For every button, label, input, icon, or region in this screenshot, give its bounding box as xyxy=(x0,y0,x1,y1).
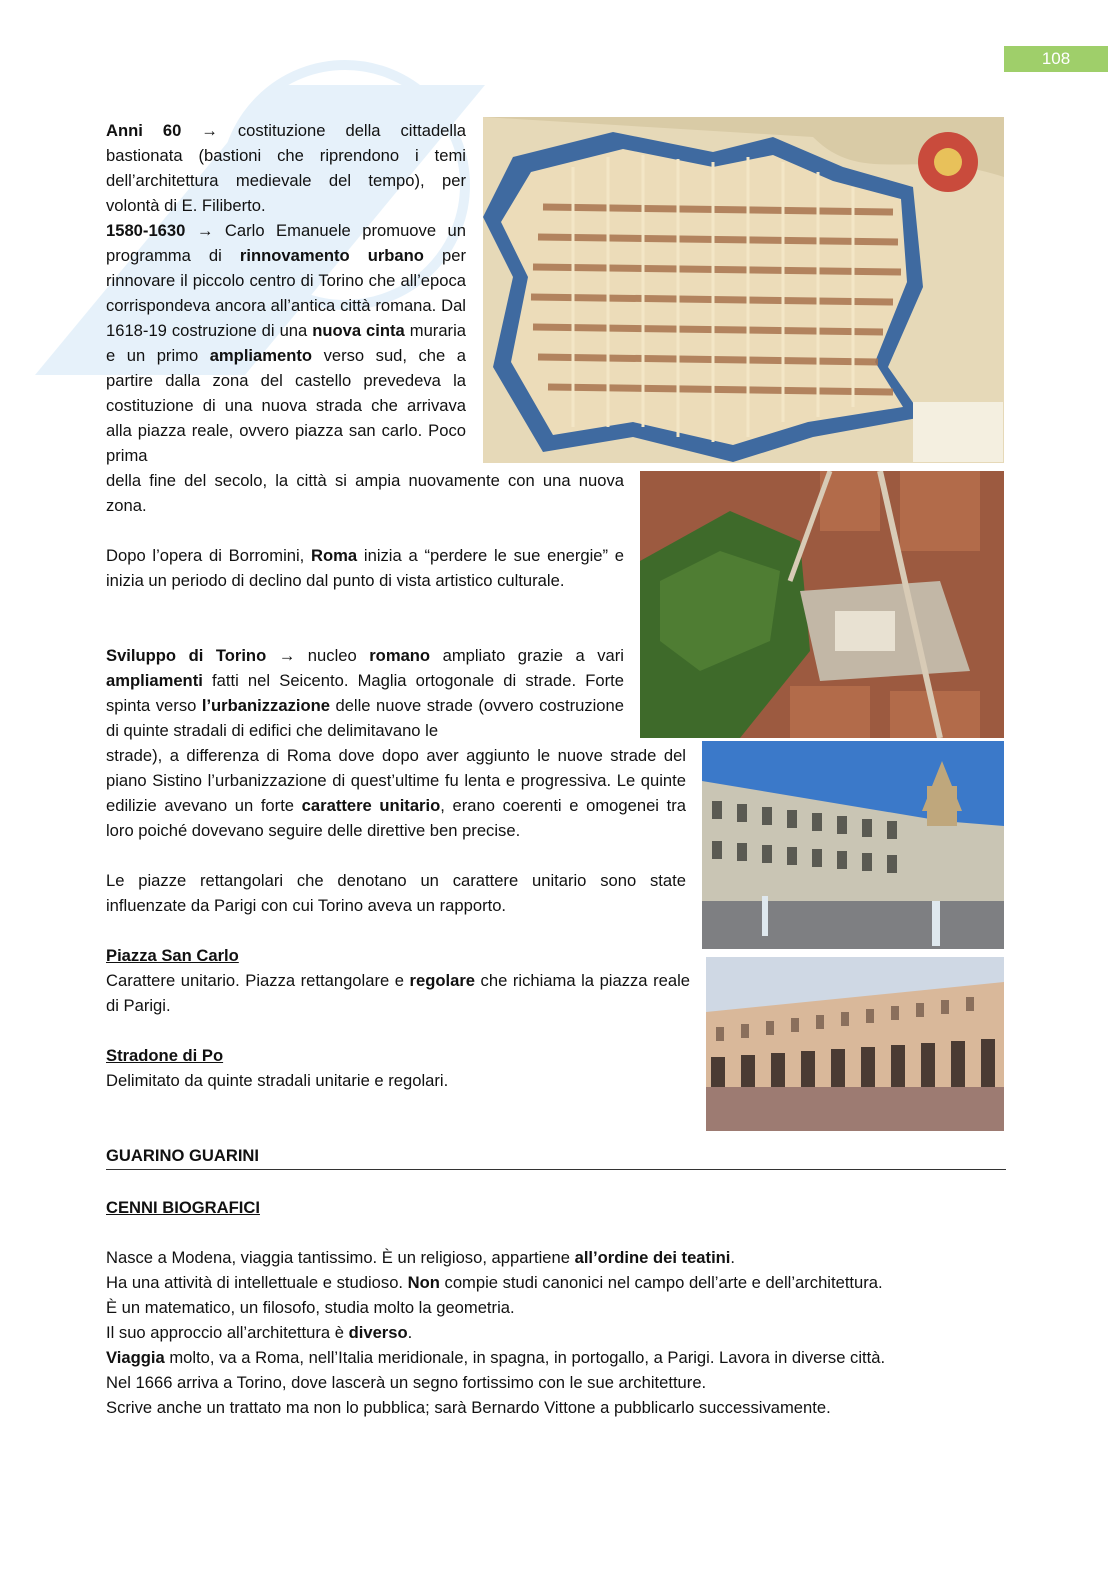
subtitle-cenni-biografici xyxy=(106,1195,260,1220)
paragraph-1580-1630-continued xyxy=(106,468,624,518)
bold-text: ampliamento xyxy=(209,346,313,365)
paragraph-piazze-rettangolari xyxy=(106,868,686,918)
text-span: inizia a “perdere le sue energie” e inizia un periodo di declino dal punto di vista artistico culturale. xyxy=(106,546,624,590)
text-span: → costituzione della cittadella bastionata (bastioni che riprendono i temi dell’architettura medievale del tempo), per volontà di E. Filiberto. xyxy=(106,121,467,215)
bold-text: all’ordine dei teatini xyxy=(574,1248,731,1267)
text-span: della fine del secolo, la città si ampia nuovamente con una nuova zona. xyxy=(106,471,624,515)
heading-text: CENNI BIOGRAFICI xyxy=(106,1198,260,1217)
paragraph-1580-1630 xyxy=(106,218,466,468)
bold-text: l’urbanizzazione xyxy=(201,696,330,715)
heading-piazza-san-carlo xyxy=(106,943,239,968)
section-title-guarino-guarini xyxy=(106,1143,259,1168)
bold-text: Anni 60 xyxy=(106,121,182,140)
text-span: Nasce a Modena, viaggia tantissimo. È un religioso, appartiene xyxy=(106,1248,575,1267)
bold-text: Viaggia xyxy=(106,1348,165,1367)
text-span: fatti nel Seicento. Maglia ortogonale di strade. Forte spinta verso xyxy=(106,671,624,715)
bold-text: diverso xyxy=(348,1323,408,1342)
heading-text: Stradone di Po xyxy=(106,1046,224,1065)
bold-text: Roma xyxy=(311,546,358,565)
text-span: molto, va a Roma, nell’Italia meridionale, in spagna, in portogallo, a Parigi. Lavora in diverse città. xyxy=(164,1348,886,1367)
bold-text: nuova cinta xyxy=(312,321,405,340)
bio-line xyxy=(106,1370,1016,1395)
text-span: Scrive anche un trattato ma non lo pubblica; sarà Bernardo Vittone a pubblicarlo successivamente. xyxy=(106,1398,831,1417)
heading-stradone-di-po xyxy=(106,1043,223,1068)
bold-text: romano xyxy=(369,646,431,665)
piazza-san-carlo-image xyxy=(706,957,1004,1131)
text-span: delle nuove strade (ovvero costruzione di quinte stradali di edifici che delimitavano le xyxy=(106,696,624,740)
text-span: . xyxy=(407,1323,413,1342)
text-span: muraria e un primo xyxy=(106,321,466,365)
bold-text: 1580-1630 xyxy=(106,221,186,240)
bold-text: carattere unitario xyxy=(301,796,441,815)
text-span: . xyxy=(730,1248,736,1267)
bio-line xyxy=(106,1245,1016,1270)
text-span: Il suo approccio all’architettura è xyxy=(106,1323,349,1342)
text-span: Carattere unitario. Piazza rettangolare e xyxy=(106,971,410,990)
bold-text: Non xyxy=(407,1273,440,1292)
section-divider xyxy=(106,1169,1006,1170)
text-span: Ha una attività di intellettuale e studioso. xyxy=(106,1273,408,1292)
page-number: 108 xyxy=(1004,46,1108,72)
text-span: Dopo l’opera di Borromini, xyxy=(106,546,312,565)
paragraph-sviluppo-torino xyxy=(106,643,624,743)
paragraph-stradone-di-po xyxy=(106,1068,690,1093)
bio-line xyxy=(106,1295,1016,1320)
text-span: che richiama la piazza reale di Parigi. xyxy=(106,971,690,1015)
text-span: , erano coerenti e omogenei tra loro poiché dovevano seguire delle direttive ben precise. xyxy=(106,796,686,840)
palazzo-facade-image xyxy=(702,741,1004,949)
bio-line xyxy=(106,1320,1016,1345)
bold-text: ampliamenti xyxy=(106,671,203,690)
text-span: strade), a differenza di Roma dove dopo aver aggiunto le nuove strade del piano Sistino l’urbanizzazione di quest’ultime fu lenta e progressiva. Le quinte edilizie avevano un forte xyxy=(106,746,686,815)
biography-paragraph xyxy=(106,1245,1016,1420)
text-span: ampliato grazie a vari xyxy=(430,646,624,665)
paragraph-anni-60 xyxy=(106,118,466,218)
text-span: compie studi canonici nel campo dell’arte e dell’architettura. xyxy=(439,1273,883,1292)
bio-line xyxy=(106,1270,1016,1295)
text-span: → Carlo Emanuele promuove un programma di xyxy=(106,221,466,265)
paragraph-roma-declino xyxy=(106,543,624,593)
bold-text: Sviluppo di Torino xyxy=(106,646,267,665)
text-span: Nel 1666 arriva a Torino, dove lascerà un segno fortissimo con le sue architetture. xyxy=(106,1373,707,1392)
paragraph-sviluppo-torino-continued xyxy=(106,743,686,843)
text-span: verso sud, che a partire dalla zona del castello prevedeva la costituzione di una nuova strada che arrivava alla piazza reale, ovvero piazza san carlo. Poco prima xyxy=(106,346,466,465)
text-span: Delimitato da quinte stradali unitarie e regolari. xyxy=(106,1071,449,1090)
text-span: È un matematico, un filosofo, studia molto la geometria. xyxy=(106,1298,515,1317)
text-span: Le piazze rettangolari che denotano un carattere unitario sono state influenzate da Parigi con cui Torino aveva un rapporto. xyxy=(106,871,686,915)
text-span: → nucleo xyxy=(266,646,370,665)
bio-line xyxy=(106,1395,1016,1420)
heading-text: Piazza San Carlo xyxy=(106,946,239,965)
text-span: per rinnovare il piccolo centro di Torino che all’epoca corrispondeva ancora all’antica città romana. Dal 1618-19 costruzione di una xyxy=(106,246,466,340)
bio-line xyxy=(106,1345,1016,1370)
heading-text: GUARINO GUARINI xyxy=(106,1146,260,1165)
paragraph-piazza-san-carlo xyxy=(106,968,690,1018)
map-of-turin-image xyxy=(483,117,1004,463)
bold-text: rinnovamento urbano xyxy=(239,246,424,265)
bold-text: regolare xyxy=(409,971,476,990)
aerial-view-turin-image xyxy=(640,471,1004,738)
